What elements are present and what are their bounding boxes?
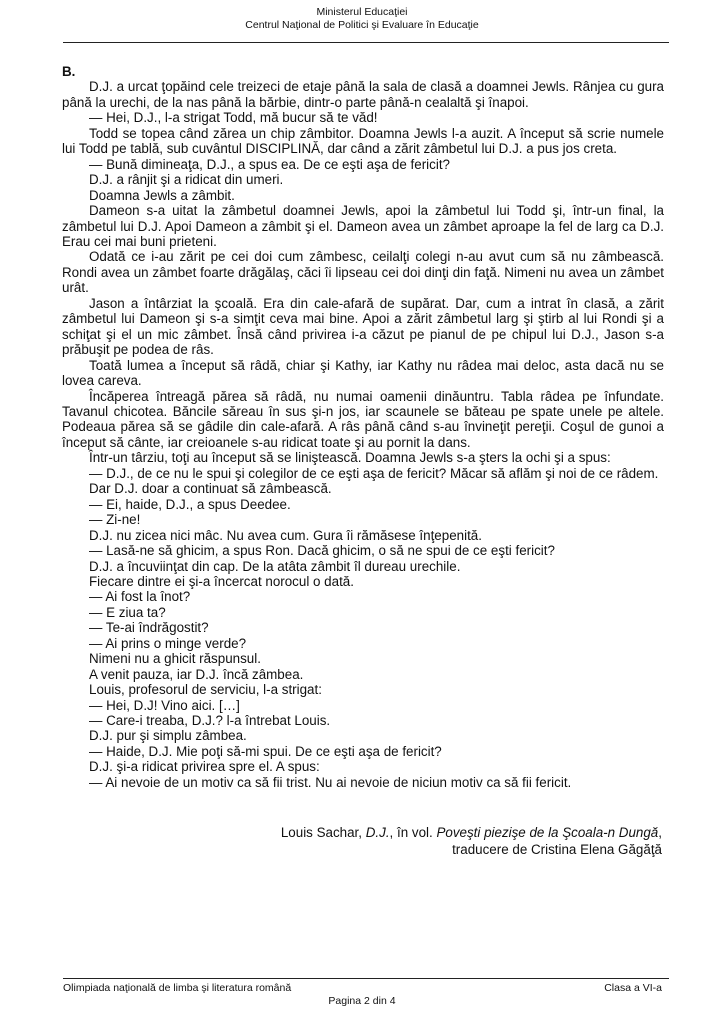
paragraph: — Ai fost la înot? <box>89 589 191 605</box>
header-center: Centrul Naţional de Politici şi Evaluare în Educaţie <box>245 19 479 31</box>
attribution-translator: traducere de Cristina Elena Găgăţă <box>452 842 662 857</box>
paragraph: Todd se topea când zărea un chip zâmbitor. Doamna Jewls l-a auzit. A început să scrie numele lui Todd pe tablă, sub cuvântul DISCIPLINĂ, dar când a zărit zâmbetul lui D.J. a pus jos creta. <box>62 125 664 157</box>
paragraph: Louis, profesorul de serviciu, l-a strigat: <box>89 682 322 698</box>
paragraph: Nimeni nu a ghicit răspunsul. <box>89 651 261 667</box>
paragraph: D.J. a rânjit şi a ridicat din umeri. <box>89 172 284 188</box>
paragraph: — Ai nevoie de un motiv ca să fii trist. Nu ai nevoie de niciun motiv ca să fii fericit. <box>89 774 572 790</box>
paragraph: Dar D.J. doar a continuat să zâmbească. <box>89 481 332 497</box>
footer-grade: Clasa a VI-a <box>604 982 662 994</box>
paragraph: D.J. a urcat ţopăind cele treizeci de etaje până la sala de clasă a doamnei Jewls. Rânjea cu gura până la urechi, de la nas până la bărbie, dintr-o parte până-n cealaltă şi înapoi. <box>62 79 664 110</box>
paragraph: — Ai prins o minge verde? <box>89 635 247 651</box>
source-attribution <box>281 824 662 858</box>
header-ministry: Ministerul Educaţiei <box>316 6 408 18</box>
attribution-book: Poveşti piezişe de la Şcoala-n Dungă <box>436 825 659 840</box>
footer-olympiad: Olimpiada naţională de limba şi literatura română <box>63 982 292 994</box>
paragraph: — Hei, D.J., l-a strigat Todd, mă bucur să te văd! <box>89 110 378 126</box>
paragraph: — Ei, haide, D.J., a spus Deedee. <box>89 496 291 512</box>
section-label: B. <box>62 64 76 79</box>
paragraph: Odată ce i-au zărit pe cei doi cum zâmbesc, ceilalţi colegi n-au avut cum să nu zâmbească. Rondi avea un zâmbet foarte drăgălaş, căci îi lipseau cei doi dinţi din faţă. Nimeni nu avea un zâmbet urât. <box>62 249 664 296</box>
paragraph: — Care-i treaba, D.J.? l-a întrebat Louis. <box>89 713 331 729</box>
attribution-story: D.J. <box>365 825 390 840</box>
paragraph: Într-un târziu, toţi au început să se liniştească. Doamna Jewls s-a şters la ochi şi a spus: <box>89 450 611 466</box>
paragraph: — E ziua ta? <box>89 604 166 620</box>
header-divider <box>63 42 669 43</box>
paragraph: Încăperea întreagă părea să râdă, nu numai oamenii dinăuntru. Tabla râdea pe înfundate. Tavanul chicotea. Băncile săreau în sus şi-n jos, iar scaunele se băteau pe spate unele pe altele. Podeaua părea să se gâdile din cale-afară. A râs până când s-au învineţit pereţii. Coşul de gunoi a început să cânte, iar creioanele s-au ridicat toate şi au pornit la dans. <box>62 388 664 450</box>
paragraph: — Bună dimineaţa, D.J., a spus ea. De ce eşti aşa de fericit? <box>89 156 450 172</box>
paragraph: D.J. şi-a ridicat privirea spre el. A spus: <box>89 759 320 775</box>
paragraph: Doamna Jewls a zâmbit. <box>89 187 235 203</box>
paragraph: — Zi-ne! <box>89 512 141 528</box>
attribution-comma: , <box>658 825 662 840</box>
paragraph: D.J. a încuviinţat din cap. De la atâta zâmbit îl dureau urechile. <box>89 558 461 574</box>
paragraph: A venit pauza, iar D.J. încă zâmbea. <box>89 666 304 682</box>
paragraph: — Hei, D.J! Vino aici. […] <box>89 697 240 713</box>
paragraph: D.J. nu zicea nici mâc. Nu avea cum. Gura îi rămăsese înţepenită. <box>89 527 482 543</box>
footer-divider <box>63 978 669 979</box>
paragraph: D.J. pur şi simplu zâmbea. <box>89 728 247 744</box>
attribution-in-volume: , în vol. <box>389 825 437 840</box>
attribution-line <box>281 824 662 841</box>
paragraph: — Lasă-ne să ghicim, a spus Ron. Dacă ghicim, o să ne spui de ce eşti fericit? <box>89 543 555 559</box>
paragraph: Jason a întârziat la şcoală. Era din cale-afară de supărat. Dar, cum a intrat în clasă, a zărit zâmbetul lui Dameon şi s-a simţit ceva mai bine. Apoi a zărit zâmbetul larg şi ştirb al lui Rondi şi a schiţat şi el un mic zâmbet. Însă când privirea i-a căzut pe pianul de pe chipul lui D.J., Jason s-a prăbuşit pe podea de râs. <box>62 295 664 358</box>
attribution-author: Louis Sachar, <box>280 825 366 840</box>
page-header <box>0 6 724 32</box>
paragraph: — Te-ai îndrăgostit? <box>89 620 209 636</box>
paragraph: Fiecare dintre ei şi-a încercat norocul o dată. <box>89 573 354 589</box>
text-body <box>62 64 664 790</box>
paragraph: Dameon s-a uitat la zâmbetul doamnei Jewls, apoi la zâmbetul lui Todd şi, într-un final, la zâmbetul lui D.J. Apoi Dameon a zâmbit şi el. Dameon avea un zâmbet aproape la fel de larg ca D.J. Erau cei mai buni prieteni. <box>62 203 664 249</box>
page-number: Pagina 2 din 4 <box>328 995 396 1007</box>
paragraph: — D.J., de ce nu le spui şi colegilor de ce eşti aşa de fericit? Măcar să aflăm şi noi de ce râdem. <box>89 465 659 481</box>
paragraph: — Haide, D.J. Mie poţi să-mi spui. De ce eşti aşa de fericit? <box>89 743 442 759</box>
paragraph: Toată lumea a început să râdă, chiar şi Kathy, iar Kathy nu râdea mai deloc, asta dacă nu se lovea careva. <box>62 357 664 389</box>
